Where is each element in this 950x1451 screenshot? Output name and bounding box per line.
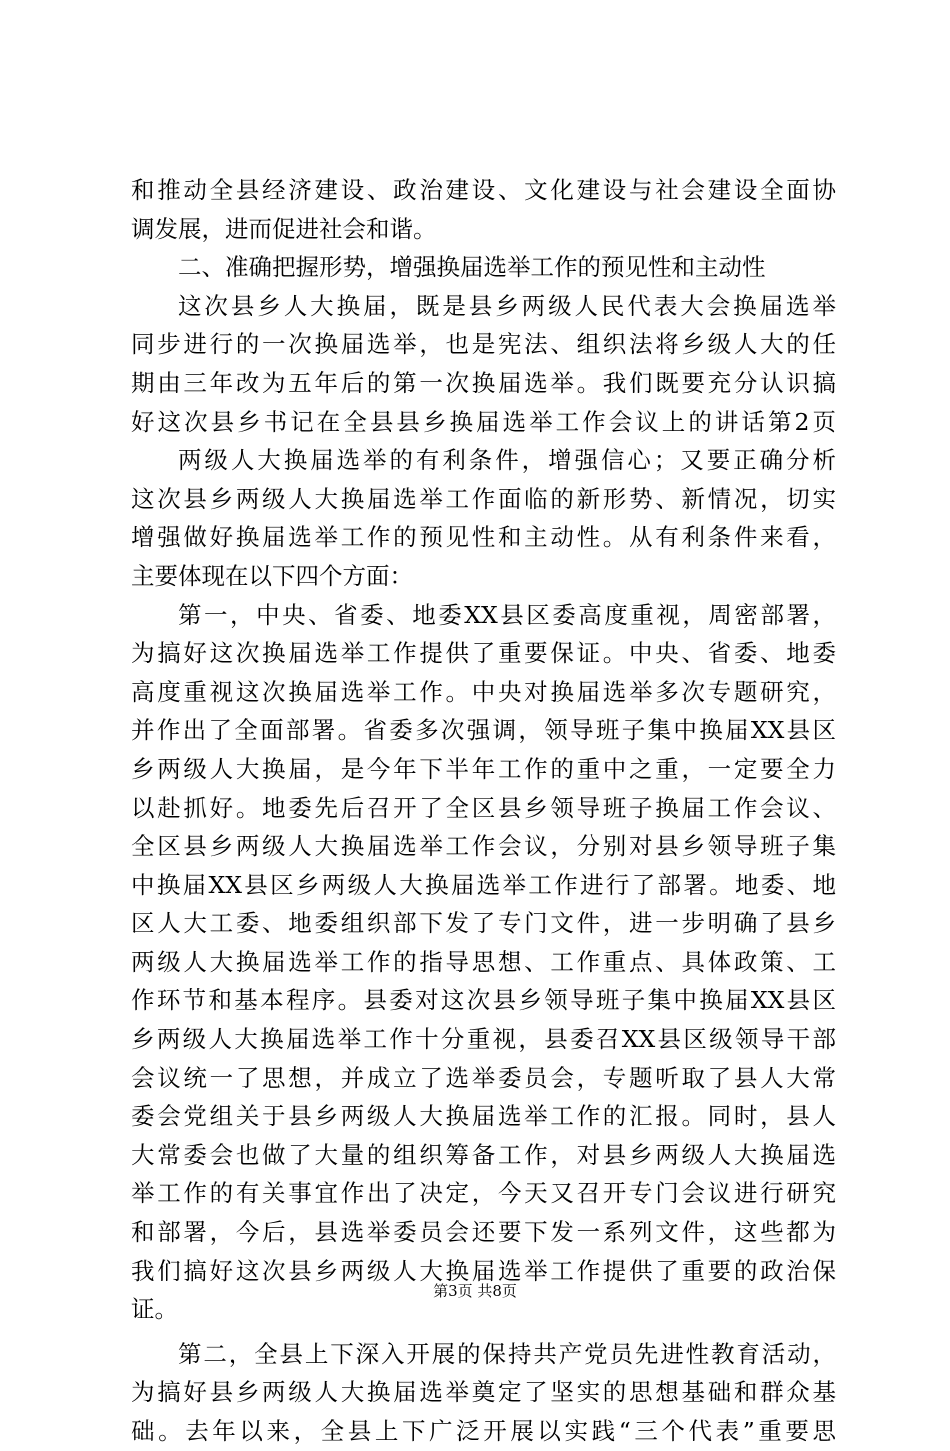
body-text	[131, 171, 836, 1451]
text-line: 好这次县乡书记在全县县乡换届选举工作会议上的讲话第2页	[131, 407, 836, 436]
text-line: 中换届XX县区乡两级人大换届选举工作进行了部署。地委、地	[131, 870, 836, 899]
text-line: 以赴抓好。地委先后召开了全区县乡领导班子换届工作会议、	[131, 793, 836, 822]
text-line: 高度重视这次换届选举工作。中央对换届选举多次专题研究，	[131, 677, 836, 706]
text-line: 这次县乡两级人大换届选举工作面临的新形势、新情况，切实	[131, 484, 836, 513]
text-line: 并作出了全面部署。省委多次强调，领导班子集中换届XX县区	[131, 716, 836, 745]
text-line: 证。	[131, 1295, 178, 1324]
text-line: 乡两级人大换届选举工作十分重视，县委召XX县区级领导干部	[131, 1025, 836, 1054]
page-number-label: 第3页 共8页	[433, 1282, 517, 1300]
text-line: 和部署，今后，县选举委员会还要下发一系列文件，这些都为	[131, 1218, 836, 1247]
text-line: 主要体现在以下四个方面：	[131, 561, 413, 590]
text-line: 础。去年以来，全县上下广泛开展以实践“三个代表”重要思	[131, 1417, 836, 1445]
text-line: 调发展，进而促进社会和谐。	[131, 214, 437, 243]
text-line: 第一，中央、省委、地委XX县区委高度重视，周密部署，	[178, 600, 836, 629]
text-line: 增强做好换届选举工作的预见性和主动性。从有利条件来看，	[131, 523, 836, 552]
text-line: 两级人大换届选举的有利条件，增强信心；又要正确分析	[178, 446, 836, 475]
text-line: 区人大工委、地委组织部下发了专门文件，进一步明确了县乡	[131, 909, 836, 938]
text-line: 这次县乡人大换届，既是县乡两级人民代表大会换届选举	[178, 291, 836, 320]
text-line: 和推动全县经济建设、政治建设、文化建设与社会建设全面协	[131, 176, 836, 204]
text-line: 两级人大换届选举工作的指导思想、工作重点、具体政策、工	[131, 947, 836, 976]
text-line: 为搞好县乡两级人大换届选举奠定了坚实的思想基础和群众基	[131, 1378, 836, 1407]
text-line: 乡两级人大换届，是今年下半年工作的重中之重，一定要全力	[131, 754, 836, 783]
text-line: 作环节和基本程序。县委对这次县乡领导班子集中换届XX县区	[131, 986, 836, 1015]
page-footer	[0, 1281, 950, 1301]
text-line: 期由三年改为五年后的第一次换届选举。我们既要充分认识搞	[131, 368, 836, 397]
text-line: 举工作的有关事宜作出了决定，今天又召开专门会议进行研究	[131, 1179, 836, 1208]
text-line: 大常委会也做了大量的组织筹备工作，对县乡两级人大换届选	[131, 1140, 836, 1169]
text-line: 会议统一了思想，并成立了选举委员会，专题听取了县人大常	[131, 1063, 836, 1092]
text-line: 为搞好这次换届选举工作提供了重要保证。中央、省委、地委	[131, 639, 836, 668]
text-line: 同步进行的一次换届选举，也是宪法、组织法将乡级人大的任	[131, 330, 836, 359]
text-line: 委会党组关于县乡两级人大换届选举工作的汇报。同时，县人	[131, 1102, 836, 1131]
section-heading: 二、准确把握形势，增强换届选举工作的预见性和主动性	[178, 253, 766, 282]
text-line: 全区县乡两级人大换届选举工作会议，分别对县乡领导班子集	[131, 832, 836, 861]
text-line: 我们搞好这次县乡两级人大换届选举工作提供了重要的政治保	[131, 1256, 836, 1285]
text-line: 第二，全县上下深入开展的保持共产党员先进性教育活动，	[178, 1339, 836, 1368]
